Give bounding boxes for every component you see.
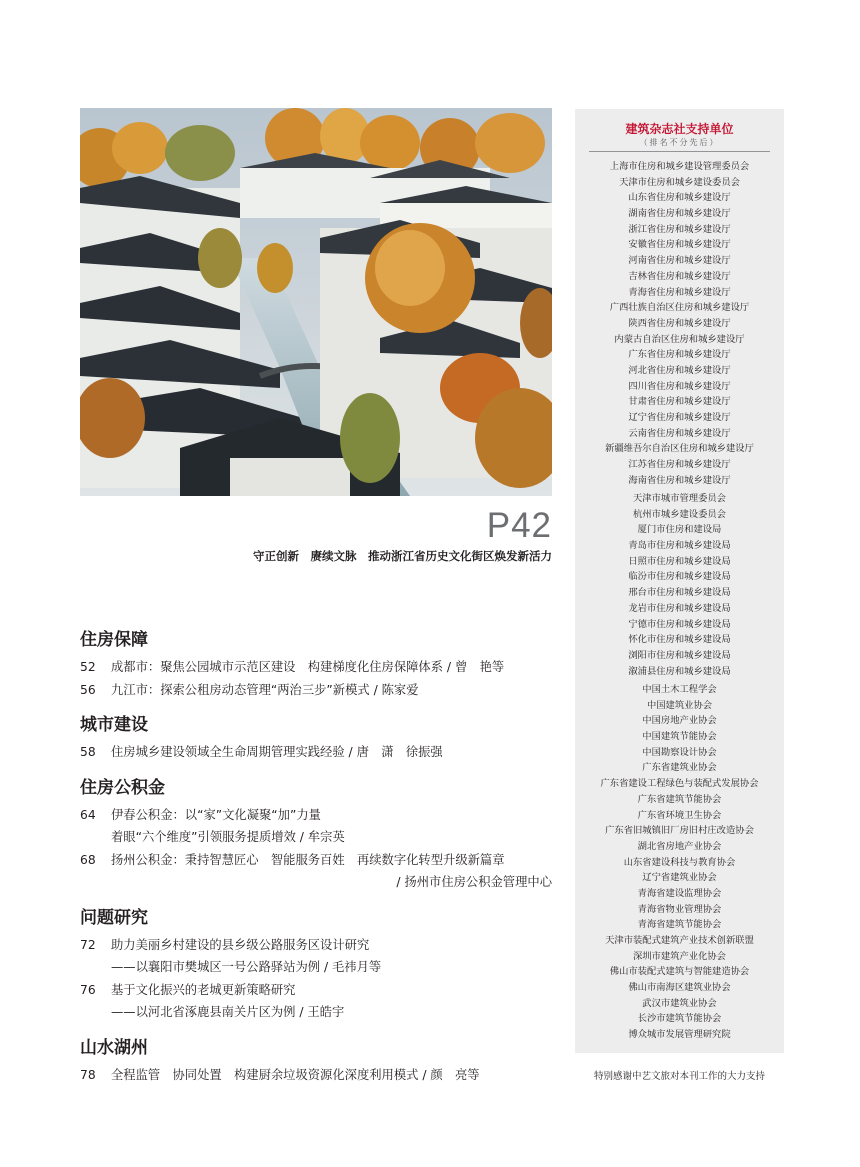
- supporting-unit: 湖南省住房和城乡建设厅: [628, 208, 731, 220]
- toc-page-number: 72: [80, 938, 96, 952]
- toc-page-number: 76: [80, 983, 96, 997]
- supporting-unit: 溆浦县住房和城乡建设局: [628, 665, 731, 677]
- toc-entry[interactable]: [80, 850, 505, 868]
- supporting-unit: 杭州市城乡建设委员会: [633, 508, 726, 520]
- sidebar-divider: [589, 151, 770, 152]
- supporting-units-group-municipal: [575, 491, 784, 679]
- section-title-huzhou: 山水湖州: [80, 1038, 148, 1058]
- supporting-unit: 内蒙古自治区住房和城乡建设厅: [614, 333, 745, 345]
- toc-page-number: 78: [80, 1068, 96, 1082]
- canal-town-illustration: [80, 108, 552, 496]
- supporting-unit: 天津市住房和城乡建设委员会: [619, 176, 740, 188]
- supporting-unit: 河南省住房和城乡建设厅: [628, 255, 731, 267]
- supporting-unit: 山东省住房和城乡建设厅: [628, 192, 731, 204]
- toc-page-number: 56: [80, 683, 96, 697]
- toc-page-number: 64: [80, 808, 96, 822]
- supporting-unit: 山东省建设科技与教育协会: [623, 856, 736, 868]
- toc-entry[interactable]: [80, 657, 504, 675]
- feature-title: 守正创新 赓续文脉 推动浙江省历史文化街区焕发新活力: [253, 549, 552, 563]
- toc-article-title: 九江市：探索公租房动态管理“两治三步”新模式 / 陈家爱: [111, 683, 419, 697]
- supporting-unit: 厦门市住房和建设局: [637, 524, 722, 536]
- toc-article-title: 基于文化振兴的老城更新策略研究: [111, 983, 296, 997]
- feature-photo: [80, 108, 552, 496]
- supporting-unit: 天津市城市管理委员会: [633, 493, 726, 504]
- supporting-unit: 广西壮族自治区住房和城乡建设厅: [609, 302, 750, 314]
- supporting-unit: 辽宁省住房和城乡建设厅: [628, 412, 731, 423]
- section-title-urban-construction: 城市建设: [80, 715, 148, 735]
- supporting-unit: 广东省旧城镇旧厂房旧村庄改造协会: [605, 825, 754, 837]
- toc-entry[interactable]: [80, 805, 321, 823]
- toc-article-title: 住房城乡建设领域全生命周期管理实践经验 / 唐 潇 徐振强: [111, 745, 443, 759]
- supporting-unit: 广东省建筑节能协会: [637, 793, 722, 805]
- supporting-unit: 陕西省住房和城乡建设厅: [628, 317, 731, 329]
- supporting-unit: 新疆维吾尔自治区住房和城乡建设厅: [605, 443, 754, 455]
- supporting-unit: 浏阳市住房和城乡建设局: [628, 649, 731, 661]
- supporting-units-group-provincial: [575, 159, 784, 488]
- supporting-unit: 天津市装配式建筑产业技术创新联盟: [605, 935, 754, 946]
- supporting-unit: 武汉市建筑业协会: [642, 997, 717, 1009]
- supporting-unit: 江苏省住房和城乡建设厅: [628, 459, 731, 471]
- supporting-unit: 长沙市建筑节能协会: [637, 1013, 722, 1025]
- special-thanks-note: 特别感谢中艺文旅对本刊工作的大力支持: [593, 1071, 765, 1082]
- toc-entry[interactable]: [80, 980, 295, 998]
- supporting-unit: 中国建筑节能协会: [642, 731, 717, 743]
- supporting-unit: 青海省建设监理协会: [637, 887, 722, 899]
- supporting-unit: 中国土木工程学会: [642, 684, 717, 695]
- toc-entry[interactable]: [80, 935, 369, 953]
- toc-article-continuation: ——以襄阳市樊城区一号公路驿站为例 / 毛祎月等: [111, 960, 382, 974]
- supporting-unit: 安徽省住房和城乡建设厅: [628, 239, 731, 251]
- supporting-unit: 浙江省住房和城乡建设厅: [628, 223, 731, 235]
- supporting-unit: 湖北省房地产业协会: [637, 840, 722, 852]
- supporting-unit: 深圳市建筑产业化协会: [633, 950, 726, 962]
- supporting-unit: 佛山市装配式建筑与智能建造协会: [609, 966, 750, 978]
- supporting-unit: 河北省住房和城乡建设厅: [628, 364, 731, 376]
- supporting-unit: 龙岩市住房和城乡建设局: [628, 602, 731, 614]
- supporting-units-group-associations: [575, 682, 784, 1043]
- supporting-unit: 辽宁省建筑业协会: [642, 872, 717, 884]
- toc-entry[interactable]: [80, 680, 419, 698]
- supporting-unit: 甘肃省住房和城乡建设厅: [628, 396, 731, 408]
- toc-article-title: 伊春公积金：以“家”文化凝聚“加”力量: [111, 808, 321, 822]
- toc-page-number: 58: [80, 745, 96, 759]
- supporting-unit: 中国房地产业协会: [642, 715, 717, 727]
- section-title-housing-security: 住房保障: [80, 630, 148, 650]
- supporting-unit: 广东省住房和城乡建设厅: [628, 349, 731, 361]
- toc-article-title: 扬州公积金：秉持智慧匠心 智能服务百姓 再续数字化转型升级新篇章: [111, 853, 505, 867]
- supporting-unit: 上海市住房和城乡建设管理委员会: [609, 161, 750, 172]
- toc-page-number: 52: [80, 660, 96, 674]
- supporting-unit: 青岛市住房和城乡建设局: [628, 540, 731, 552]
- supporting-unit: 四川省住房和城乡建设厅: [628, 380, 731, 392]
- toc-article-continuation: / 扬州市住房公积金管理中心: [396, 875, 552, 889]
- toc-entry[interactable]: [80, 742, 443, 760]
- supporting-unit: 宁德市住房和城乡建设局: [628, 618, 731, 630]
- sidebar-note: （排名不分先后）: [639, 138, 720, 147]
- toc-article-title: 全程监管 协同处置 构建厨余垃圾资源化深度利用模式 / 颜 亮等: [111, 1068, 480, 1082]
- supporting-unit: 怀化市住房和城乡建设局: [628, 634, 731, 646]
- supporting-units-sidebar: [575, 109, 784, 1053]
- feature-page-number: P42: [486, 506, 552, 545]
- supporting-unit: 邢台市住房和城乡建设局: [628, 587, 731, 599]
- supporting-unit: 博众城市发展管理研究院: [628, 1029, 731, 1041]
- toc-article-title: 成都市：聚焦公园城市示范区建设 构建梯度化住房保障体系 / 曾 艳等: [111, 660, 505, 674]
- section-title-housing-fund: 住房公积金: [80, 778, 165, 798]
- sidebar-title: 建筑杂志社支持单位: [625, 122, 734, 136]
- supporting-unit: 佛山市南海区建筑业协会: [628, 982, 731, 994]
- supporting-unit: 临汾市住房和城乡建设局: [628, 571, 731, 583]
- section-title-research: 问题研究: [80, 908, 148, 928]
- supporting-unit: 中国勘察设计协会: [642, 746, 717, 758]
- supporting-unit: 青海省物业管理协会: [637, 903, 722, 915]
- toc-entry[interactable]: [80, 1065, 480, 1083]
- toc-article-continuation: 着眼“六个维度”引领服务提质增效 / 牟宗英: [111, 830, 345, 844]
- supporting-unit: 广东省环境卫生协会: [637, 809, 722, 821]
- supporting-unit: 青海省住房和城乡建设厅: [628, 286, 731, 298]
- supporting-unit: 青海省建筑节能协会: [637, 919, 722, 931]
- toc-article-title: 助力美丽乡村建设的县乡级公路服务区设计研究: [111, 938, 370, 952]
- toc-page-number: 68: [80, 853, 96, 867]
- supporting-unit: 日照市住房和城乡建设局: [628, 555, 731, 567]
- supporting-unit: 广东省建设工程绿色与装配式发展协会: [600, 778, 759, 790]
- supporting-unit: 云南省住房和城乡建设厅: [628, 427, 731, 439]
- supporting-unit: 吉林省住房和城乡建设厅: [628, 270, 731, 282]
- toc-article-continuation: ——以河北省涿鹿县南关片区为例 / 王皓宇: [111, 1005, 345, 1019]
- supporting-unit: 海南省住房和城乡建设厅: [628, 474, 731, 486]
- supporting-unit: 广东省建筑业协会: [642, 762, 717, 774]
- supporting-unit: 中国建筑业协会: [646, 699, 713, 711]
